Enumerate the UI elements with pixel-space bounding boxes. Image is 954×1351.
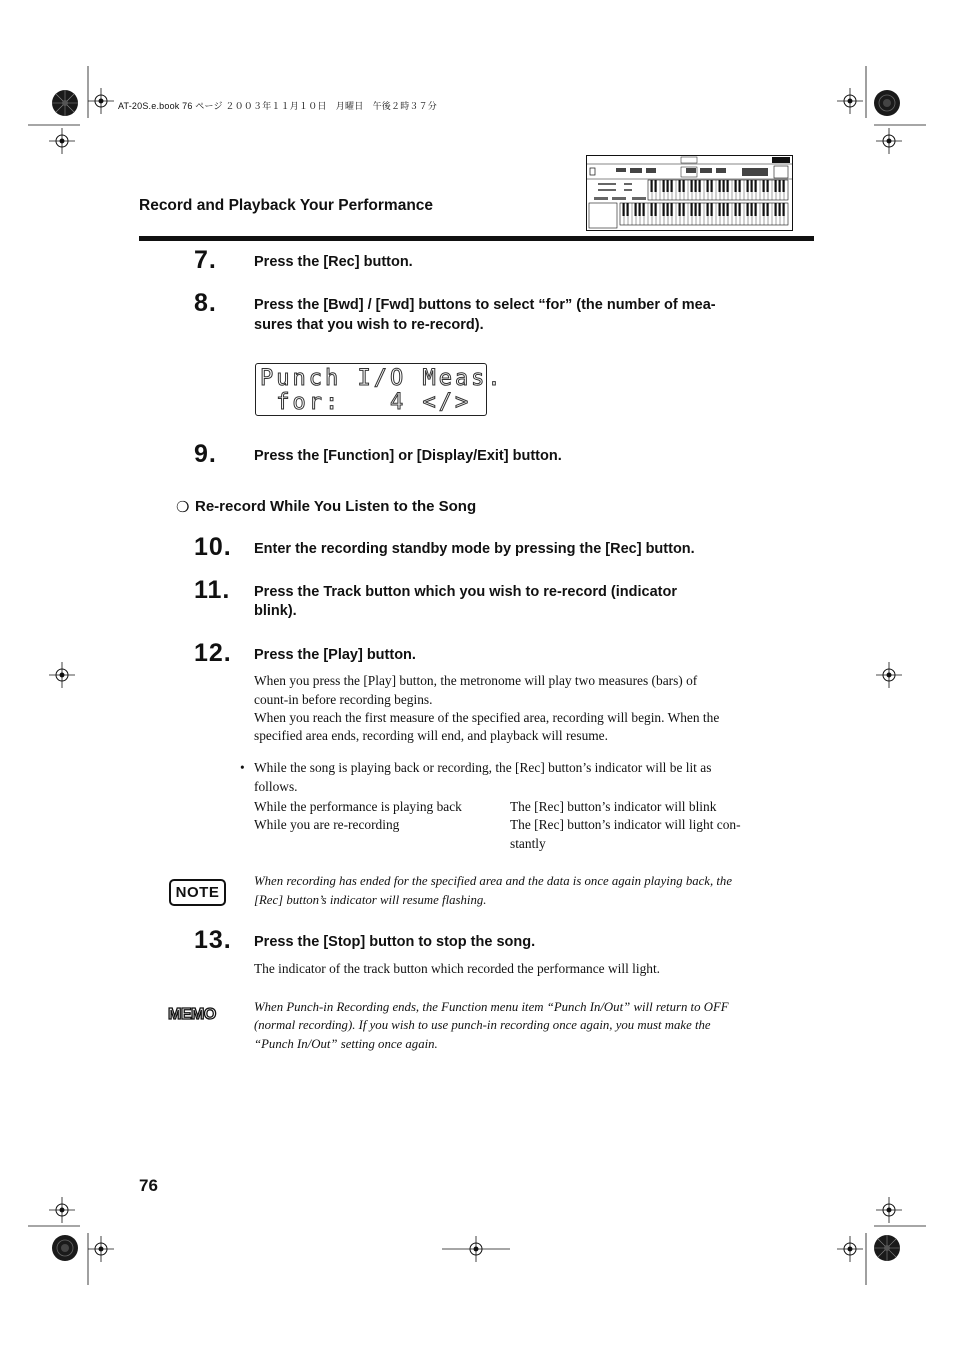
radial-color-target-icon [873, 1234, 901, 1262]
note-text-line: When recording has ended for the specified area and the data is once again playing back, the [254, 874, 733, 888]
header-rule [139, 236, 814, 241]
crosshair-registration-icon [88, 88, 114, 114]
body-paragraph-line: The indicator of the track button which recorded the performance will light. [254, 961, 661, 976]
step-number: 10. [194, 533, 232, 561]
body-paragraph-line: specified area ends, recording will end, and playback will resume. [254, 728, 608, 743]
step-instruction: Press the [Play] button. [254, 647, 416, 663]
radial-color-target-icon [51, 1234, 79, 1262]
print-job-info: AT-20S.e.book 76 ページ ２００３年１１月１０日 月曜日 午後２時３７分 [118, 101, 438, 111]
table-cell-condition: While you are re-recording [254, 817, 400, 832]
crosshair-registration-icon [442, 1236, 510, 1262]
crosshair-registration-icon [876, 128, 902, 154]
crosshair-registration-icon [88, 1236, 114, 1262]
organ-panel-illustration-icon [586, 155, 793, 231]
memo-badge: MEMO [168, 1006, 216, 1023]
lcd-line-1: Punch I/O Meas. [260, 366, 504, 391]
crosshair-registration-icon [49, 1197, 75, 1223]
memo-text-line: “Punch In/Out” setting once again. [254, 1037, 438, 1051]
crosshair-registration-icon [837, 1236, 863, 1262]
body-paragraph-line: When you press the [Play] button, the metronome will play two measures (bars) of [254, 673, 698, 688]
radial-color-target-icon [51, 89, 79, 117]
note-badge: NOTE [169, 879, 226, 906]
radial-color-target-icon [873, 89, 901, 117]
step-number: 9. [194, 440, 217, 468]
step-number: 13. [194, 926, 232, 954]
table-cell-state: The [Rec] button’s indicator will blink [510, 799, 717, 814]
step-number: 11. [194, 576, 231, 604]
step-instruction: Press the Track button which you wish to re-record (indicator [254, 584, 677, 600]
bullet-mark: • [240, 760, 245, 775]
table-cell-condition: While the performance is playing back [254, 799, 462, 814]
bullet-text-line: While the song is playing back or recording, the [Rec] button’s indicator will be lit as [254, 760, 712, 775]
lcd-display [255, 363, 504, 416]
step-number: 8. [194, 289, 217, 317]
crosshair-registration-icon [876, 662, 902, 688]
memo-text-line: When Punch-in Recording ends, the Function menu item “Punch In/Out” will return to OFF [254, 1000, 729, 1014]
bullet-text-line: follows. [254, 779, 298, 794]
body-paragraph-line: count-in before recording begins. [254, 692, 433, 707]
step-instruction: Enter the recording standby mode by pressing the [Rec] button. [254, 541, 695, 557]
page-header-title: Record and Playback Your Performance [139, 197, 434, 214]
step-instruction: Press the [Stop] button to stop the song. [254, 934, 536, 950]
body-paragraph-line: When you reach the first measure of the specified area, recording will begin. When the [254, 710, 720, 725]
step-number: 7. [194, 246, 217, 274]
memo-text-line: (normal recording). If you wish to use punch-in recording once again, you must make the [254, 1018, 711, 1032]
note-text-line: [Rec] button’s indicator will resume flashing. [254, 893, 487, 907]
page-number: 76 [139, 1176, 158, 1195]
step-number: 12. [194, 639, 232, 667]
step-instruction: Press the [Function] or [Display/Exit] button. [254, 448, 562, 464]
step-instruction: Press the [Rec] button. [254, 254, 413, 270]
subsection-title: Re-record While You Listen to the Song [195, 498, 477, 515]
table-cell-state: The [Rec] button’s indicator will light con- [510, 817, 741, 832]
step-instruction: blink). [254, 603, 297, 619]
crosshair-registration-icon [876, 1197, 902, 1223]
step-instruction: Press the [Bwd] / [Fwd] buttons to select “for” (the number of mea- [254, 297, 716, 313]
crosshair-registration-icon [49, 128, 75, 154]
step-instruction: sures that you wish to re-record). [254, 317, 484, 333]
crosshair-registration-icon [837, 88, 863, 114]
crosshair-registration-icon [49, 662, 75, 688]
lcd-line-2: for: 4 </> [260, 390, 472, 415]
table-cell-state: stantly [510, 836, 546, 851]
subsection-bullet: ❍ [176, 499, 190, 516]
